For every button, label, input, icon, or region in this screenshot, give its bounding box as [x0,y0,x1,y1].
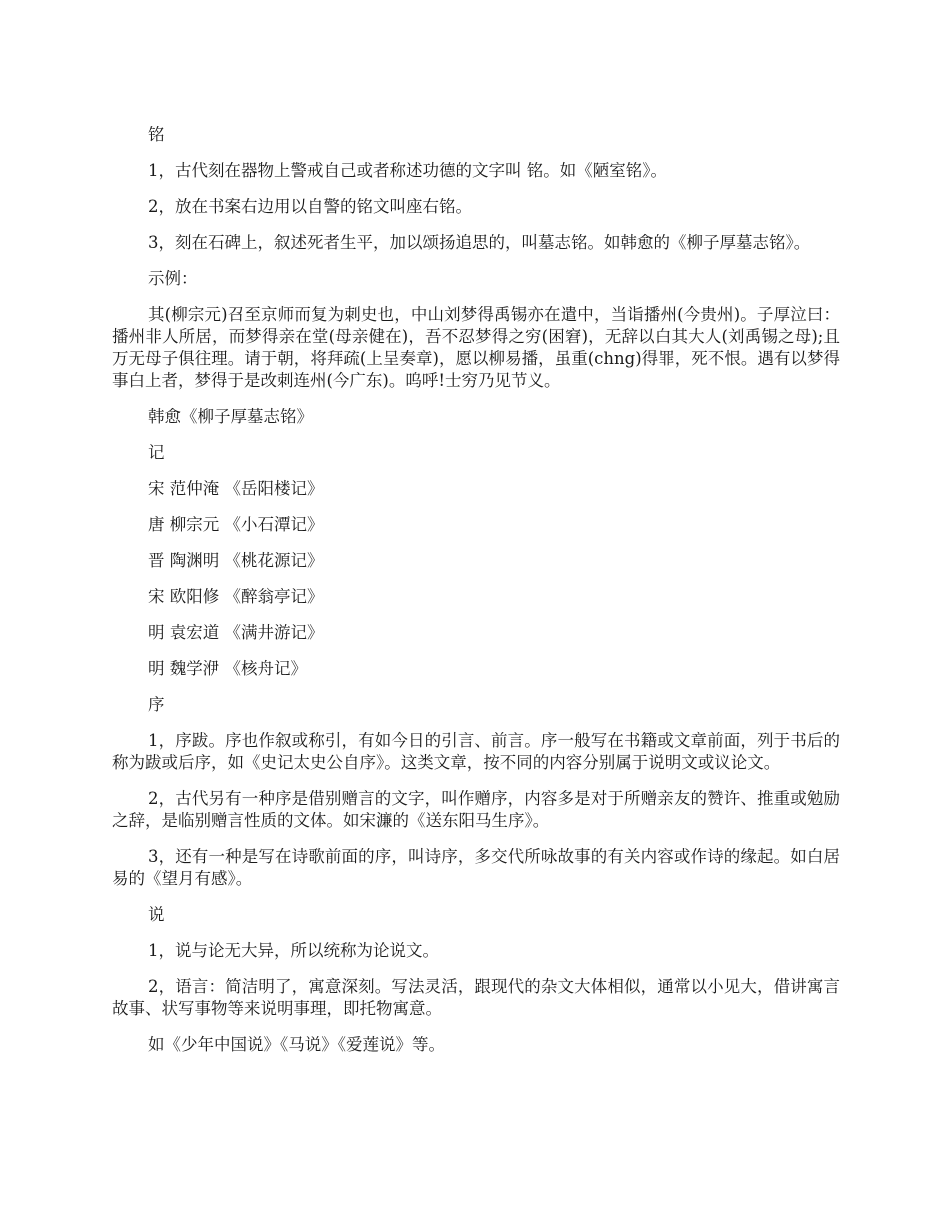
paragraph: 2，古代另有一种序是借别赠言的文字，叫作赠序，内容多是对于所赠亲友的赞许、推重或勉励之辞，是临别赠言性质的文体。如宋濂的《送东阳马生序》。 [112,789,840,830]
paragraph: 如《少年中国说》《马说》《爱莲说》等。 [148,1035,445,1054]
section-heading-shuo: 说 [148,905,165,924]
paragraph: 3，还有一种是写在诗歌前面的序，叫诗序，多交代所咏故事的有关内容或作诗的缘起。如白居易的《望月有感》。 [112,847,840,888]
section-heading-ming: 铭 [148,125,165,144]
paragraph: 1，古代刻在器物上警戒自己或者称述功德的文字叫 铭。如《陋室铭》。 [148,161,667,180]
work-item: 唐 柳宗元 《小石潭记》 [148,515,324,534]
section-heading-ji: 记 [148,443,165,462]
section-heading-xu: 序 [148,695,165,714]
paragraph: 3，刻在石碑上，叙述死者生平，加以颂扬追思的，叫墓志铭。如韩愈的《柳子厚墓志铭》。 [148,233,811,252]
work-item: 明 魏学洢 《核舟记》 [148,659,307,678]
example-label: 示例： [148,269,198,288]
paragraph: 1，说与论无大异，所以统称为论说文。 [148,941,439,960]
example-source: 韩愈《柳子厚墓志铭》 [148,407,313,426]
document-body [112,124,840,1070]
paragraph: 2，放在书案右边用以自警的铭文叫座右铭。 [148,197,472,216]
paragraph: 2，语言：简洁明了，寓意深刻。写法灵活，跟现代的杂文大体相似，通常以小见大，借讲寓言故事、状写事物等来说明事理，即托物寓意。 [112,977,840,1018]
work-item: 宋 欧阳修 《醉翁亭记》 [148,587,324,606]
work-item: 明 袁宏道 《满井游记》 [148,623,324,642]
example-passage: 其(柳宗元)召至京师而复为刺史也，中山刘梦得禹锡亦在遣中，当诣播州(今贵州)。子厚泣曰：播州非人所居，而梦得亲在堂(母亲健在)，吾不忍梦得之穷(困窘)，无辞以白其大人(刘禹锡之母);且万无母子俱往理。请于朝，将拜疏(上呈奏章)，愿以柳易播，虽重(chng)得罪，死不恨。遇有以梦得事白上者，梦得于是改刺连州(今广东)。呜呼!士穷乃见节义。 [112,305,840,390]
work-item: 宋 范仲淹 《岳阳楼记》 [148,479,324,498]
work-item: 晋 陶渊明 《桃花源记》 [148,551,324,570]
paragraph: 1，序跋。序也作叙或称引，有如今日的引言、前言。序一般写在书籍或文章前面，列于书后的称为跋或后序，如《史记太史公自序》。这类文章，按不同的内容分别属于说明文或议论文。 [112,731,840,772]
